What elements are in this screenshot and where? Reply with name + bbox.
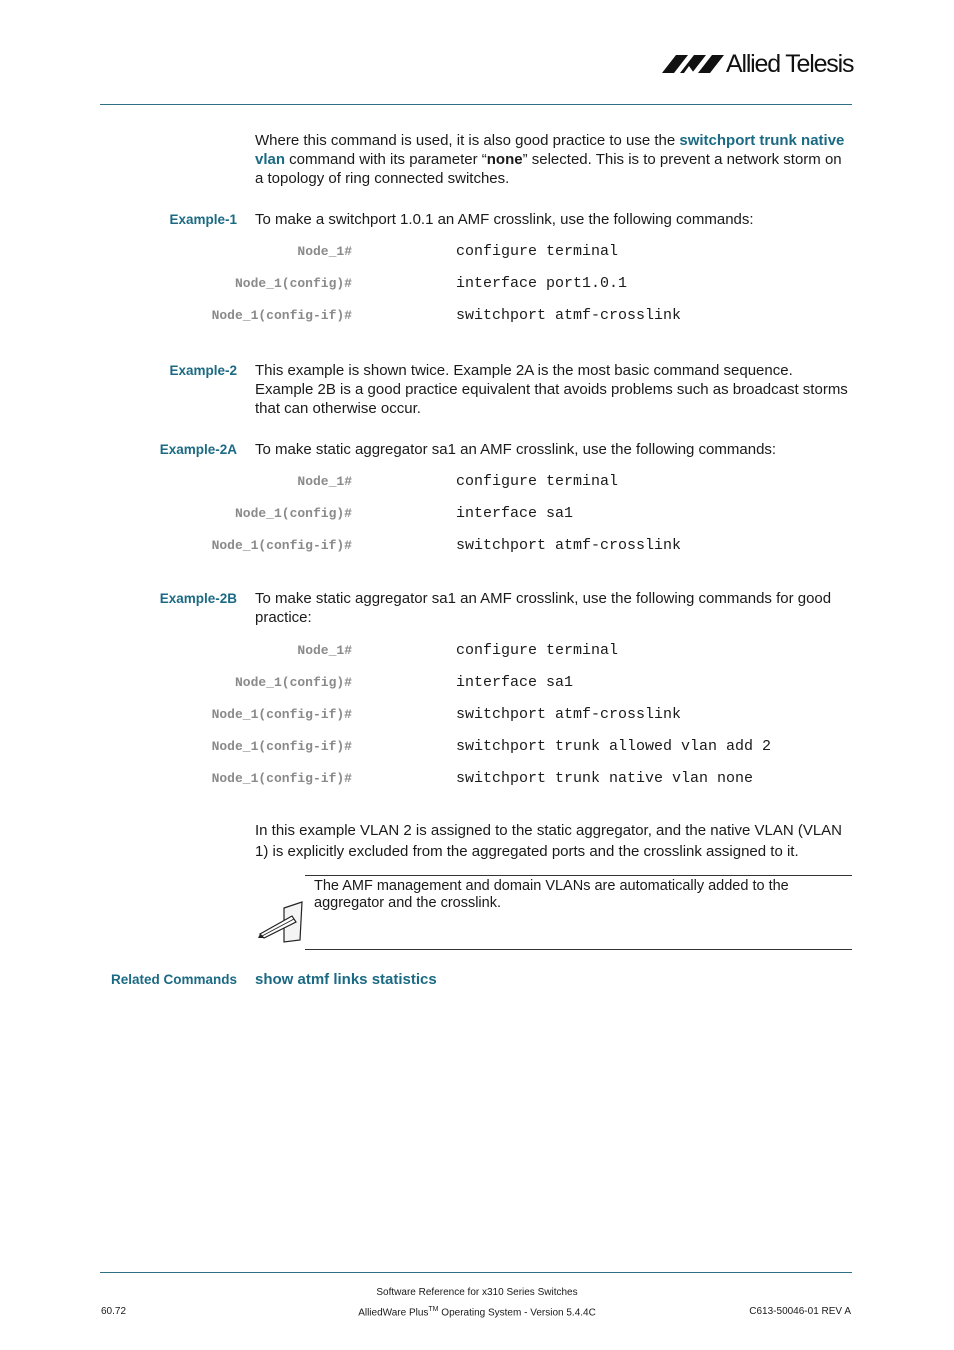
command-text: interface sa1 xyxy=(456,674,574,691)
intro-post: ” selected. This is to prevent a network storm on a topology of ring connected switches. xyxy=(255,151,842,187)
product-version: Operating System - Version 5.4.4C xyxy=(438,1307,596,1319)
example-2a-label: Example-2A xyxy=(159,442,237,457)
note-text: The AMF management and domain VLANs are automatically added to the aggregator and the crosslink. xyxy=(314,878,789,911)
intro-paragraph xyxy=(255,131,853,188)
example-2a-command-3 xyxy=(100,536,860,556)
example-2a-command-1 xyxy=(100,472,860,492)
command-text: configure terminal xyxy=(456,243,619,260)
page-number: 60.72 xyxy=(101,1306,127,1317)
intro-pre: Where this command is used, it is also good practice to use the xyxy=(255,132,680,149)
pencil-note-icon xyxy=(256,898,306,951)
command-prompt: Node_1# xyxy=(297,643,352,658)
intro-bold: none xyxy=(486,151,523,168)
logo-mark-icon xyxy=(660,50,726,78)
example-2b-command-4 xyxy=(100,737,860,757)
switchport-trunk-native-vlan-link[interactable]: switchport trunk native vlan xyxy=(255,132,845,168)
command-prompt: Node_1(config-if)# xyxy=(211,538,352,553)
command-prompt: Node_1(config-if)# xyxy=(211,308,352,323)
brand-name: Allied Telesis xyxy=(726,50,854,78)
command-prompt: Node_1(config-if)# xyxy=(211,771,352,786)
command-prompt: Node_1(config-if)# xyxy=(211,707,352,722)
example-2b-label: Example-2B xyxy=(159,591,237,606)
product-name: AlliedWare Plus xyxy=(358,1307,429,1319)
example-2b-command-3 xyxy=(100,705,860,725)
example-2-text: This example is shown twice. Example 2A is the most basic command sequence. Example 2B is a good practice equivalent that avoids problems such as broadcast storms that can otherwise occur. xyxy=(255,362,848,417)
example-1-text: To make a switchport 1.0.1 an AMF crosslink, use the following commands: xyxy=(255,211,754,228)
related-commands-label: Related Commands xyxy=(110,972,237,987)
example-1-command-1 xyxy=(100,242,860,262)
show-atmf-links-statistics-link[interactable]: show atmf links statistics xyxy=(255,971,437,988)
command-text: switchport trunk allowed vlan add 2 xyxy=(456,738,772,755)
command-text: configure terminal xyxy=(456,642,619,659)
example-1-command-2 xyxy=(100,274,860,294)
command-prompt: Node_1(config)# xyxy=(234,276,352,291)
command-text: switchport atmf-crosslink xyxy=(456,307,682,324)
command-prompt: Node_1(config)# xyxy=(234,506,352,521)
footer-title: Software Reference for x310 Series Switches xyxy=(376,1287,578,1298)
command-text: switchport atmf-crosslink xyxy=(456,706,682,723)
command-prompt: Node_1(config-if)# xyxy=(211,739,352,754)
command-prompt: Node_1# xyxy=(297,474,352,489)
summary-paragraph: In this example VLAN 2 is assigned to the static aggregator, and the native VLAN (VLAN 1) is explicitly excluded from the aggregated ports and the crosslink assigned to it. xyxy=(255,822,842,860)
document-number: C613-50046-01 REV A xyxy=(749,1306,851,1317)
command-prompt: Node_1(config)# xyxy=(234,675,352,690)
example-2-label: Example-2 xyxy=(169,363,237,378)
example-2b-command-2 xyxy=(100,673,860,693)
command-text: configure terminal xyxy=(456,473,619,490)
command-prompt: Node_1# xyxy=(297,244,352,259)
header-rule xyxy=(100,104,852,105)
note-top-rule xyxy=(305,875,852,876)
footer-rule xyxy=(100,1272,852,1273)
example-2b-command-5 xyxy=(100,769,860,789)
allied-telesis-logo xyxy=(660,50,856,78)
intro-mid: command with its parameter “ xyxy=(285,151,487,168)
note-bottom-rule xyxy=(305,949,852,950)
example-2b-text: To make static aggregator sa1 an AMF crosslink, use the following commands for good practice: xyxy=(255,590,832,626)
example-2a-text: To make static aggregator sa1 an AMF crosslink, use the following commands: xyxy=(255,441,777,458)
command-text: interface port1.0.1 xyxy=(456,275,628,292)
example-2b-command-1 xyxy=(100,641,860,661)
command-text: switchport trunk native vlan none xyxy=(456,770,754,787)
trademark-sup: TM xyxy=(428,1306,439,1313)
example-1-command-3 xyxy=(100,306,860,326)
example-1-label: Example-1 xyxy=(169,212,237,227)
command-text: interface sa1 xyxy=(456,505,574,522)
command-text: switchport atmf-crosslink xyxy=(456,537,682,554)
example-2a-command-2 xyxy=(100,504,860,524)
